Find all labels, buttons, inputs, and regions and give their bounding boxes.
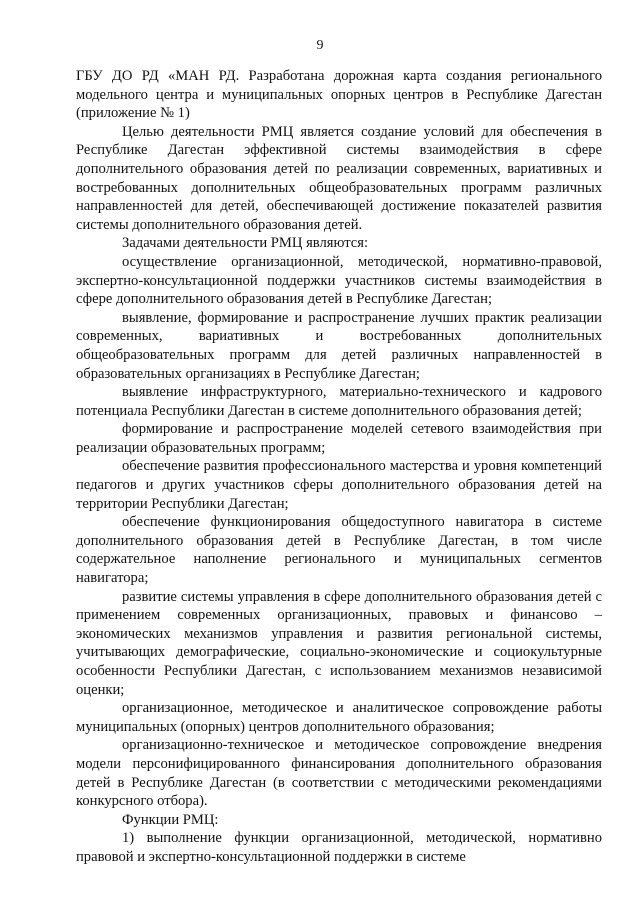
paragraph: обеспечение развития профессионального мастерства и уровня компетенций педагогов и других участников сферы дополнительного образования детей на территории Республики Дагестан; [76, 458, 602, 512]
paragraph: организационно-техническое и методическое сопровождение внедрения модели персонифицированного финансирования дополнительного образования детей в Республике Дагестан (в соответствии с методическими рекомендациями конкурсного отбора). [76, 737, 602, 810]
paragraph: 1) выполнение функции организационной, методической, нормативно правовой и экспертно-консультационной поддержки в системе [76, 830, 602, 865]
paragraph: выявление, формирование и распространение лучших практик реализации современных, вариативных и востребованных дополнительных общеобразовательных программ для детей различных направленностей в образовательных организациях в Республике Дагестан; [76, 309, 602, 382]
paragraph: ГБУ ДО РД «МАН РД. Разработана дорожная карта создания регионального модельного центра и муниципальных опорных центров в Республике Дагестан (приложение № 1) [76, 68, 602, 122]
paragraph: Целью деятельности РМЦ является создание условий для обеспечения в Республике Дагестан эффективной системы взаимодействия в сфере дополнительного образования детей по реализации современных, вариативных и востребованных дополнительных общеобразовательных программ различных направленностей для детей, обеспечивающей достижение показателей развития системы дополнительного образования детей. [76, 123, 602, 233]
paragraph: Задачами деятельности РМЦ являются: [122, 235, 369, 252]
paragraph: формирование и распространение моделей сетевого взаимодействия при реализации образовательных программ; [76, 421, 602, 456]
paragraph: осуществление организационной, методической, нормативно-правовой, экспертно-консультационной поддержки участников системы взаимодействия в сфере дополнительного образования детей в Республике Дагестан; [76, 253, 602, 308]
paragraph: обеспечение функционирования общедоступного навигатора в системе дополнительного образования детей в Республике Дагестан, в том числе содержательное наполнение регионального и муниципальных сегментов навигатора; [76, 514, 602, 587]
paragraph: выявление инфраструктурного, материально-технического и кадрового потенциала Республики Дагестан в системе дополнительного образования детей; [76, 384, 602, 419]
document-body [76, 67, 602, 867]
page-number: 9 [316, 38, 324, 53]
paragraph: развитие системы управления в сфере дополнительного образования детей с применением современных организационных, правовых и финансово – экономических механизмов управления и развития региональной системы, учитывающих демографические, социально-экономические и социокультурные особенности Республики Дагестан, с использованием механизмов независимой оценки; [76, 588, 602, 698]
paragraph: Функции РМЦ: [122, 811, 219, 828]
paragraph: организационное, методическое и аналитическое сопровождение работы муниципальных (опорных) центров дополнительного образования; [76, 700, 602, 735]
